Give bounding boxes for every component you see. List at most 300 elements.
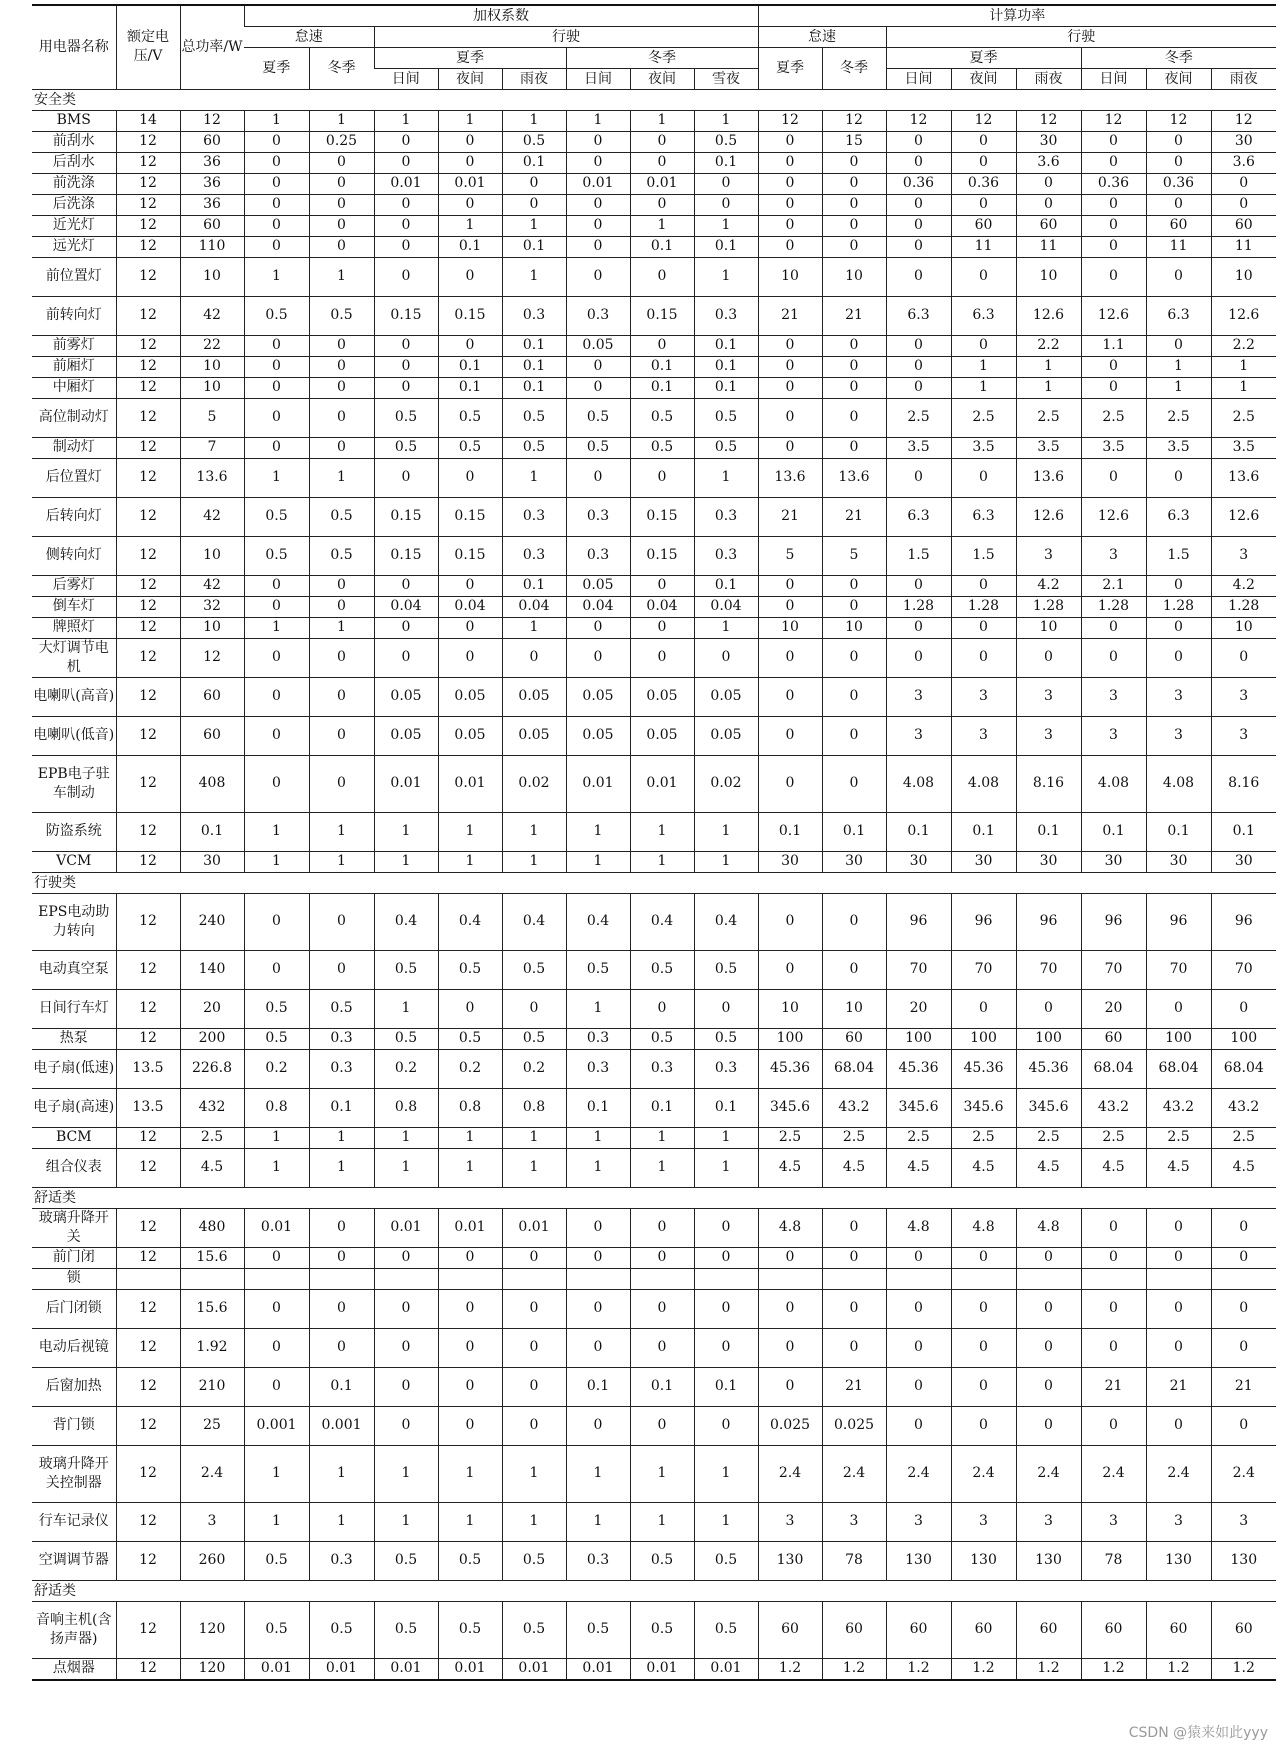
table-cell: 4.2 <box>1016 575 1081 596</box>
table-cell: 0 <box>951 1289 1016 1328</box>
table-cell: 0 <box>630 1328 694 1367</box>
table-cell: 0.5 <box>244 1541 309 1580</box>
table-cell: 345.6 <box>758 1088 822 1127</box>
header-c-idle-winter: 冬季 <box>822 47 886 89</box>
table-cell: 4.5 <box>1211 1148 1276 1187</box>
table-cell: 12 <box>116 950 180 989</box>
table-cell: 0 <box>374 131 438 152</box>
table-cell: 0 <box>438 194 502 215</box>
table-cell: 0 <box>374 458 438 497</box>
header-voltage: 额定电压/V <box>116 5 180 89</box>
table-row <box>32 1049 1276 1088</box>
table-cell: 0 <box>374 335 438 356</box>
table-cell: 2.5 <box>1081 1127 1146 1148</box>
table-cell: 0 <box>566 458 630 497</box>
table-cell: 0.1 <box>630 1088 694 1127</box>
table-cell: 1 <box>1211 356 1276 377</box>
table-cell: 0 <box>951 1367 1016 1406</box>
appliance-name: 前转向灯 <box>32 296 116 335</box>
table-cell: 32 <box>180 596 244 617</box>
table-cell: 0 <box>758 1328 822 1367</box>
table-cell: 0.3 <box>502 536 566 575</box>
table-cell: 0 <box>438 458 502 497</box>
appliance-name: 后转向灯 <box>32 497 116 536</box>
table-cell: 0.5 <box>694 1601 758 1658</box>
table-cell: 0.8 <box>438 1088 502 1127</box>
table-cell: 0.1 <box>438 236 502 257</box>
table-cell: 0.1 <box>1146 812 1211 851</box>
table-cell: 45.36 <box>886 1049 951 1088</box>
table-cell: 0 <box>1146 194 1211 215</box>
table-cell: 0.5 <box>374 950 438 989</box>
table-cell: 3.6 <box>1211 152 1276 173</box>
table-cell: 0 <box>374 1247 438 1268</box>
table-cell: 1.5 <box>951 536 1016 575</box>
table-cell: 0 <box>309 215 374 236</box>
table-cell: 0.8 <box>244 1088 309 1127</box>
table-row <box>32 677 1276 716</box>
table-cell: 60 <box>822 1601 886 1658</box>
table-cell: 0.01 <box>566 173 630 194</box>
table-cell: 1 <box>374 851 438 872</box>
table-cell: 4.8 <box>758 1208 822 1247</box>
section-title: 舒适类 <box>32 1187 1276 1208</box>
table-cell: 12 <box>116 677 180 716</box>
table-row <box>32 1445 1276 1502</box>
table-cell: 12 <box>116 1367 180 1406</box>
table-cell: 0 <box>1081 356 1146 377</box>
table-cell: 0 <box>694 1208 758 1247</box>
table-cell: 0 <box>951 638 1016 677</box>
table-cell: 0 <box>951 131 1016 152</box>
table-cell: 0 <box>566 1208 630 1247</box>
table-cell: 0 <box>822 596 886 617</box>
table-cell: 10 <box>180 536 244 575</box>
table-cell: 0 <box>244 893 309 950</box>
table-cell: 0.3 <box>694 536 758 575</box>
table-cell: 0.5 <box>502 950 566 989</box>
table-cell: 0 <box>758 755 822 812</box>
appliance-name: 后窗加热 <box>32 1367 116 1406</box>
table-cell: 12 <box>180 110 244 131</box>
table-cell: 0.5 <box>374 1541 438 1580</box>
table-cell: 6.3 <box>1146 497 1211 536</box>
table-cell: 2.4 <box>822 1445 886 1502</box>
table-cell: 432 <box>180 1088 244 1127</box>
table-row <box>32 131 1276 152</box>
table-cell: 0.5 <box>630 950 694 989</box>
table-cell: 0 <box>951 194 1016 215</box>
table-cell: 1.28 <box>1146 596 1211 617</box>
table-cell: 36 <box>180 173 244 194</box>
table-cell: 12 <box>1146 110 1211 131</box>
table-cell: 0 <box>758 377 822 398</box>
table-cell: 1 <box>244 1127 309 1148</box>
table-cell: 96 <box>1146 893 1211 950</box>
table-cell: 130 <box>1211 1541 1276 1580</box>
table-cell: 0 <box>309 893 374 950</box>
table-cell: 0 <box>566 1289 630 1328</box>
table-cell: 1 <box>309 812 374 851</box>
table-cell: 12 <box>180 638 244 677</box>
table-cell: 1.2 <box>1081 1658 1146 1680</box>
table-cell: 0.5 <box>502 437 566 458</box>
table-cell: 0.5 <box>309 536 374 575</box>
table-cell: 0 <box>502 194 566 215</box>
appliance-name: 前刮水 <box>32 131 116 152</box>
table-cell: 0 <box>374 1406 438 1445</box>
table-cell: 0 <box>951 1406 1016 1445</box>
table-cell: 0.01 <box>630 173 694 194</box>
table-cell: 12 <box>116 194 180 215</box>
table-cell: 0 <box>1146 575 1211 596</box>
table-cell: 0.5 <box>566 950 630 989</box>
table-cell: 0 <box>951 1328 1016 1367</box>
table-cell: 0.1 <box>502 356 566 377</box>
table-cell: 0 <box>822 437 886 458</box>
table-cell: 0 <box>630 989 694 1028</box>
table-cell: 21 <box>758 497 822 536</box>
table-cell: 10 <box>758 617 822 638</box>
table-cell: 12 <box>116 1127 180 1148</box>
table-row <box>32 1367 1276 1406</box>
appliance-name: 热泵 <box>32 1028 116 1049</box>
table-cell: 12 <box>116 1208 180 1247</box>
table-cell: 0 <box>758 596 822 617</box>
table-cell: 0.15 <box>438 536 502 575</box>
table-cell: 130 <box>1146 1541 1211 1580</box>
table-cell: 10 <box>180 377 244 398</box>
section-title: 舒适类 <box>32 1580 1276 1601</box>
table-cell: 0 <box>758 575 822 596</box>
table-cell: 0.04 <box>694 596 758 617</box>
table-cell: 12 <box>116 989 180 1028</box>
table-cell: 1 <box>374 1148 438 1187</box>
appliance-name: 后门闭锁 <box>32 1289 116 1328</box>
table-cell: 0 <box>244 194 309 215</box>
table-cell: 0 <box>1211 989 1276 1028</box>
table-cell: 0 <box>822 1328 886 1367</box>
table-cell: 0 <box>309 356 374 377</box>
table-cell: 0 <box>309 575 374 596</box>
table-cell: 0 <box>886 194 951 215</box>
table-cell: 0.05 <box>566 677 630 716</box>
table-cell: 1 <box>694 851 758 872</box>
table-cell: 0 <box>309 1247 374 1268</box>
table-cell: 1 <box>374 1502 438 1541</box>
section-title: 安全类 <box>32 89 1276 110</box>
table-cell: 6.3 <box>951 497 1016 536</box>
appliance-name: 侧转向灯 <box>32 536 116 575</box>
table-cell: 0 <box>694 1247 758 1268</box>
table-cell: 12 <box>758 110 822 131</box>
table-cell: 0.5 <box>244 989 309 1028</box>
table-row <box>32 812 1276 851</box>
table-cell: 12 <box>116 1445 180 1502</box>
table-cell: 12 <box>116 1028 180 1049</box>
header-weight-group: 加权系数 <box>244 5 758 26</box>
table-cell: 1 <box>694 110 758 131</box>
table-cell: 0 <box>1081 458 1146 497</box>
appliance-name: 电子扇(低速) <box>32 1049 116 1088</box>
table-cell: 0 <box>502 1367 566 1406</box>
table-cell: 0 <box>244 755 309 812</box>
table-cell: 1 <box>630 851 694 872</box>
table-cell: 4.5 <box>1016 1148 1081 1187</box>
table-row <box>32 1247 1276 1268</box>
header-w-drive-winter: 冬季 <box>566 47 758 68</box>
table-cell: 1 <box>438 851 502 872</box>
table-cell: 30 <box>1016 131 1081 152</box>
table-cell: 6.3 <box>951 296 1016 335</box>
table-cell: 0.1 <box>1211 812 1276 851</box>
table-row <box>32 575 1276 596</box>
table-cell: 0.3 <box>566 1541 630 1580</box>
table-cell: 0 <box>309 596 374 617</box>
table-cell: 4.2 <box>1211 575 1276 596</box>
table-cell: 21 <box>822 497 886 536</box>
table-cell: 0 <box>630 1208 694 1247</box>
table-cell: 12 <box>116 1502 180 1541</box>
table-cell: 1 <box>566 1502 630 1541</box>
table-cell: 260 <box>180 1541 244 1580</box>
appliance-name: 组合仪表 <box>32 1148 116 1187</box>
table-cell: 0.3 <box>309 1049 374 1088</box>
table-cell: 12 <box>116 398 180 437</box>
table-cell: 12 <box>116 131 180 152</box>
table-cell: 3.6 <box>1016 152 1081 173</box>
table-cell: 0.1 <box>566 1367 630 1406</box>
table-cell: 0 <box>630 335 694 356</box>
table-cell: 0.36 <box>886 173 951 194</box>
table-cell: 12 <box>116 1148 180 1187</box>
table-cell: 0 <box>374 194 438 215</box>
table-wrapper <box>32 4 1264 1681</box>
table-cell: 22 <box>180 335 244 356</box>
table-cell: 0 <box>822 1208 886 1247</box>
table-cell: 36 <box>180 194 244 215</box>
table-cell: 5 <box>758 536 822 575</box>
table-cell: 0 <box>1016 638 1081 677</box>
appliance-name: 高位制动灯 <box>32 398 116 437</box>
table-cell: 0 <box>758 716 822 755</box>
table-cell: 0 <box>630 575 694 596</box>
table-cell: 0 <box>758 893 822 950</box>
table-cell: 0 <box>951 458 1016 497</box>
table-cell: 1 <box>694 1502 758 1541</box>
table-cell: 0 <box>309 950 374 989</box>
table-cell: 13.6 <box>180 458 244 497</box>
table-cell: 0.1 <box>694 377 758 398</box>
table-cell: 70 <box>1211 950 1276 989</box>
table-cell: 0 <box>886 1406 951 1445</box>
table-cell: 12 <box>116 1658 180 1680</box>
table-cell: 0.01 <box>309 1658 374 1680</box>
table-cell: 0 <box>244 236 309 257</box>
table-cell: 0.5 <box>244 497 309 536</box>
table-cell: 3 <box>1081 677 1146 716</box>
table-cell: 0 <box>822 950 886 989</box>
header-c-drive-summer: 夏季 <box>886 47 1081 68</box>
table-cell: 0 <box>1081 1328 1146 1367</box>
table-cell: 1 <box>244 458 309 497</box>
table-cell: 0.01 <box>438 1208 502 1247</box>
table-cell: 0 <box>630 1247 694 1268</box>
table-cell: 12 <box>116 1601 180 1658</box>
table-cell: 30 <box>1146 851 1211 872</box>
table-cell: 4.5 <box>1081 1148 1146 1187</box>
table-cell: 1 <box>566 851 630 872</box>
table-cell: 0 <box>309 398 374 437</box>
table-cell: 0 <box>886 1247 951 1268</box>
table-cell: 0 <box>244 335 309 356</box>
table-cell: 1 <box>694 257 758 296</box>
table-cell: 0.3 <box>694 497 758 536</box>
table-cell: 1.2 <box>1016 1658 1081 1680</box>
table-cell: 0 <box>886 215 951 236</box>
table-cell: 12 <box>116 1247 180 1268</box>
appliance-name: 玻璃升降开关 <box>32 1208 116 1247</box>
table-cell: 3 <box>1146 1502 1211 1541</box>
appliance-name: BMS <box>32 110 116 131</box>
table-cell: 4.5 <box>886 1148 951 1187</box>
table-cell: 0 <box>951 152 1016 173</box>
table-cell: 3 <box>951 677 1016 716</box>
appliance-name: 玻璃升降开关控制器 <box>32 1445 116 1502</box>
table-cell: 3 <box>1016 716 1081 755</box>
table-cell: 0 <box>886 236 951 257</box>
table-cell <box>886 1268 951 1289</box>
table-cell: 1 <box>566 1445 630 1502</box>
table-cell: 130 <box>886 1541 951 1580</box>
table-cell: 43.2 <box>1081 1088 1146 1127</box>
table-cell: 21 <box>1211 1367 1276 1406</box>
table-cell: 0.01 <box>438 173 502 194</box>
table-cell: 12 <box>116 1328 180 1367</box>
appliance-name: 制动灯 <box>32 437 116 458</box>
table-cell: 0 <box>244 596 309 617</box>
table-cell: 1 <box>244 1445 309 1502</box>
header-c-idle: 怠速 <box>758 26 886 47</box>
table-cell: 60 <box>951 215 1016 236</box>
table-cell: 100 <box>758 1028 822 1049</box>
table-cell: 0.05 <box>374 677 438 716</box>
table-cell: 21 <box>822 296 886 335</box>
table-cell: 0 <box>758 194 822 215</box>
table-cell: 0 <box>502 989 566 1028</box>
table-cell: 0 <box>630 1406 694 1445</box>
table-cell: 0.01 <box>630 755 694 812</box>
appliance-name: 大灯调节电机 <box>32 638 116 677</box>
table-cell: 60 <box>1146 1601 1211 1658</box>
table-row <box>32 950 1276 989</box>
table-cell: 15 <box>822 131 886 152</box>
table-cell: 3 <box>1016 677 1081 716</box>
table-cell: 1 <box>244 851 309 872</box>
table-cell: 0.01 <box>438 1658 502 1680</box>
table-cell: 0.5 <box>630 1541 694 1580</box>
table-cell: 60 <box>1211 215 1276 236</box>
table-cell: 0.5 <box>694 437 758 458</box>
table-cell: 0 <box>566 194 630 215</box>
table-cell: 60 <box>1016 215 1081 236</box>
table-cell: 21 <box>822 1367 886 1406</box>
table-cell <box>951 1268 1016 1289</box>
table-row <box>32 1406 1276 1445</box>
table-cell: 0 <box>244 575 309 596</box>
table-cell: 12 <box>116 755 180 812</box>
table-cell: 1.2 <box>951 1658 1016 1680</box>
power-consumption-table <box>32 4 1276 1681</box>
table-cell: 12 <box>116 575 180 596</box>
table-cell: 12.6 <box>1081 296 1146 335</box>
table-cell: 0 <box>374 215 438 236</box>
table-cell: 3 <box>951 716 1016 755</box>
table-cell: 0.15 <box>630 296 694 335</box>
table-cell: 0.1 <box>630 377 694 398</box>
table-cell: 20 <box>180 989 244 1028</box>
table-cell: 0 <box>1146 989 1211 1028</box>
table-cell: 345.6 <box>951 1088 1016 1127</box>
table-cell: 0 <box>822 215 886 236</box>
header-name: 用电器名称 <box>32 5 116 89</box>
appliance-name: 后刮水 <box>32 152 116 173</box>
table-cell: 12.6 <box>1016 497 1081 536</box>
table-cell: 0.001 <box>309 1406 374 1445</box>
table-cell: 10 <box>758 257 822 296</box>
table-cell: 1 <box>566 989 630 1028</box>
table-cell: 0.3 <box>502 296 566 335</box>
header-w-drive: 行驶 <box>374 26 758 47</box>
table-cell: 42 <box>180 497 244 536</box>
table-cell: 0.5 <box>309 497 374 536</box>
table-cell: 3 <box>1016 1502 1081 1541</box>
table-cell: 0 <box>438 1328 502 1367</box>
header-c-idle-summer: 夏季 <box>758 47 822 89</box>
table-cell: 0 <box>951 989 1016 1028</box>
table-cell: 2.5 <box>886 398 951 437</box>
table-cell: 0 <box>758 437 822 458</box>
table-cell: 0.4 <box>502 893 566 950</box>
table-cell: 0 <box>1146 257 1211 296</box>
table-cell: 0 <box>438 1406 502 1445</box>
table-cell: 0 <box>438 131 502 152</box>
table-cell: 0.3 <box>566 1049 630 1088</box>
table-row <box>32 437 1276 458</box>
table-cell: 1 <box>438 812 502 851</box>
table-cell: 1.2 <box>886 1658 951 1680</box>
table-cell: 0 <box>309 377 374 398</box>
table-cell: 8.16 <box>1211 755 1276 812</box>
table-cell: 10 <box>1211 257 1276 296</box>
table-cell: 0.5 <box>438 398 502 437</box>
table-cell: 0.1 <box>694 1367 758 1406</box>
table-cell: 45.36 <box>951 1049 1016 1088</box>
table-cell: 1 <box>502 257 566 296</box>
table-cell: 0.5 <box>374 398 438 437</box>
section-row <box>32 872 1276 893</box>
table-cell: 130 <box>1016 1541 1081 1580</box>
table-cell: 13.6 <box>1211 458 1276 497</box>
table-cell: 1 <box>438 1502 502 1541</box>
table-cell: 0.1 <box>502 377 566 398</box>
table-cell: 0.15 <box>438 296 502 335</box>
table-cell: 1.2 <box>822 1658 886 1680</box>
table-cell: 12 <box>116 638 180 677</box>
table-row <box>32 194 1276 215</box>
table-cell: 0.04 <box>566 596 630 617</box>
table-cell: 0.5 <box>374 437 438 458</box>
